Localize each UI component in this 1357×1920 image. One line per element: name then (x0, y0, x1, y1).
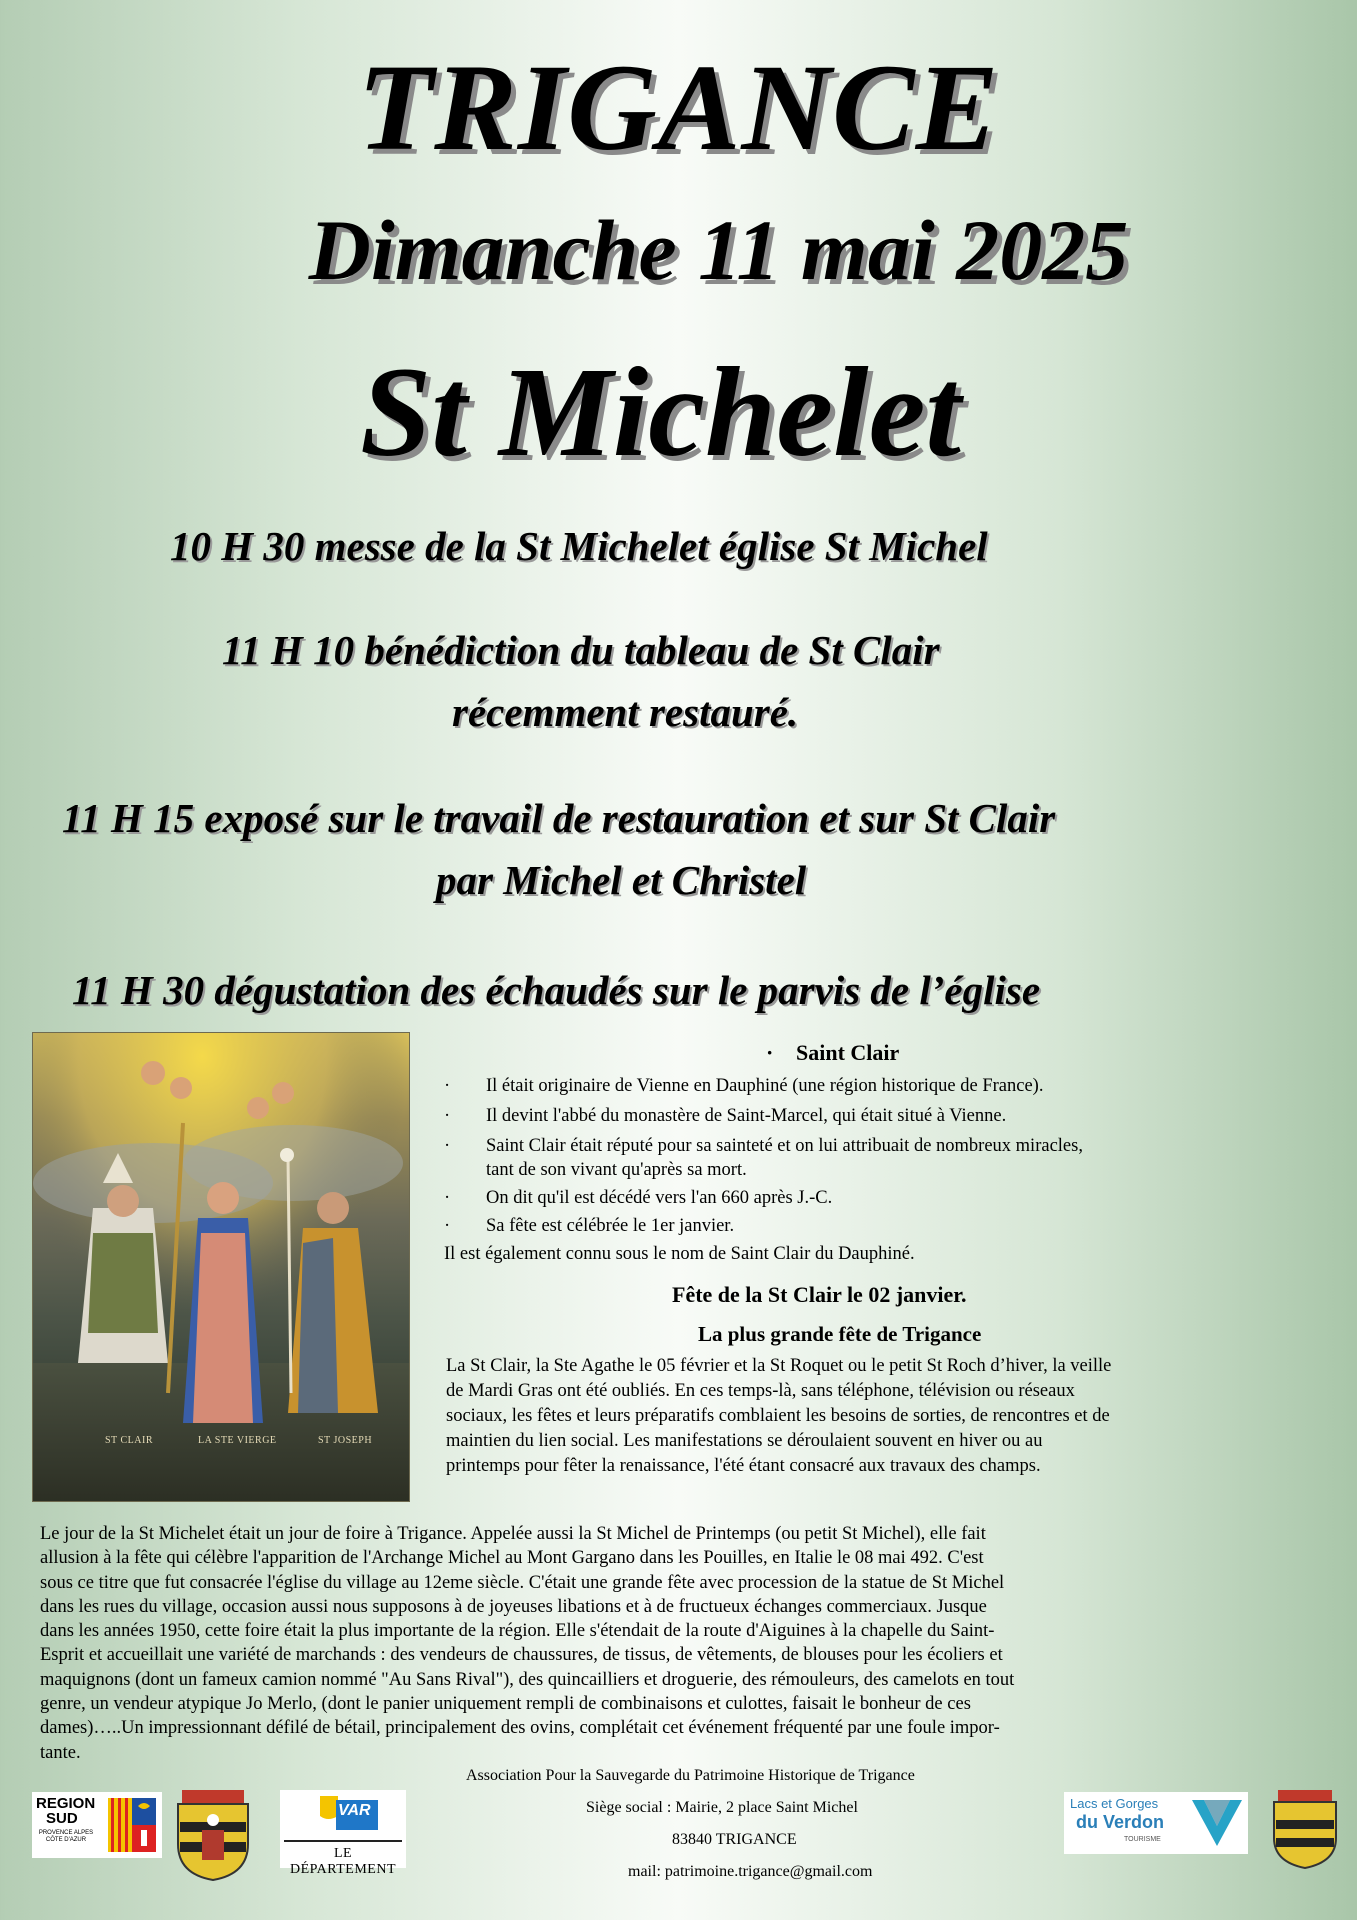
history-line: allusion à la fête qui célèbre l'apparition de l'Archange Michel au Mont Gargano dans les Pouilles, en Italie le 08 mai 492. C'est (40, 1548, 984, 1569)
crest-icon (172, 1790, 254, 1882)
bullet-text: On dit qu'il est décédé vers l'an 660 après J.-C. (486, 1188, 833, 1208)
bullet-dot: · (444, 1188, 451, 1208)
history-line: genre, un vendeur atypique Jo Merlo, (dont le panier uniquement rempli de combinaisons et culottes, faisait le bonheur de ces (40, 1694, 971, 1715)
crest-right-logo (1270, 1790, 1340, 1870)
painting-label-joseph: ST JOSEPH (318, 1435, 373, 1446)
painting-artwork (33, 1033, 409, 1501)
var-logo-text: VAR (338, 1802, 371, 1819)
region-logo-small: PROVENCE ALPES CÔTE D'AZUR (38, 1830, 94, 1843)
history-line: dames)…..Un impressionnant défilé de bétail, principalement des ovins, complétait cet événement fréquenté par une foule impor- (40, 1718, 1000, 1739)
saint-clair-painting (32, 1032, 410, 1502)
event-name: St Michelet (360, 341, 961, 483)
also-known-text: Il est également connu sous le nom de Saint Clair du Dauphiné. (444, 1244, 915, 1264)
feast-paragraph (446, 1354, 1328, 1479)
feast-subheading: La plus grande fête de Trigance (698, 1322, 982, 1346)
history-paragraph (40, 1522, 1312, 1765)
association-postcode: 83840 TRIGANCE (672, 1831, 797, 1848)
painting-label-st-clair: ST CLAIR (105, 1435, 153, 1446)
event-date: Dimanche 11 mai 2025 (308, 202, 1129, 298)
feast-line: printemps pour fêter la renaissance, l'été étant consacré aux travaux des champs. (446, 1456, 1041, 1476)
verdon-logo-line2: du Verdon (1076, 1812, 1165, 1832)
history-line: maquignons (dont un fameux camion nommé "Au Sans Rival"), des quincailliers et droguerie, des rémouleurs, des camelots en tout (40, 1669, 1015, 1690)
verdon-tourisme-logo (1064, 1792, 1248, 1854)
bullet-dot: · (444, 1076, 451, 1096)
feast-line: La St Clair, la Ste Agathe le 05 février et la St Roquet ou le petit St Roch d’hiver, la veille (446, 1356, 1112, 1376)
shield-crest-icon (1270, 1790, 1340, 1870)
history-line: sous ce titre que fut consacrée l'église du village au 12eme siècle. C'était une grande fête avec procession de la statue de St Michel (40, 1572, 1005, 1593)
bullet-text: tant de son vivant qu'après sa mort. (486, 1160, 747, 1180)
program-item-blessing-cont: récemment restauré. (452, 689, 799, 735)
region-flag-icon (108, 1798, 156, 1852)
feast-heading: Fête de la St Clair le 02 janvier. (672, 1282, 967, 1307)
bullet-text: Il devint l'abbé du monastère de Saint-Marcel, qui était situé à Vienne. (486, 1106, 1007, 1126)
feast-line: de Mardi Gras ont été oubliés. En ces temps-là, sans téléphone, télévision ou réseaux (446, 1381, 1075, 1401)
history-line: tante. (40, 1742, 81, 1763)
saint-clair-heading: Saint Clair (796, 1040, 900, 1065)
verdon-logo-line1: Lacs et Gorges (1070, 1796, 1159, 1811)
bullet-text: Il était originaire de Vienne en Dauphiné (une région historique de France). (486, 1076, 1044, 1096)
history-line: dans les rues du village, occasion aussi nous supposons à de joyeuses libations et à de fructueux échanges commerciaux. Jusque (40, 1596, 987, 1617)
region-logo-line1: REGION (36, 1795, 96, 1812)
bullet-text: Sa fête est célébrée le 1er janvier. (486, 1216, 735, 1236)
association-address: Siège social : Mairie, 2 place Saint Michel (586, 1799, 858, 1816)
region-logo-line2: SUD (46, 1810, 78, 1827)
heading-bullet: · (766, 1040, 774, 1065)
bullet-dot: · (444, 1136, 451, 1156)
region-sud-logo (32, 1792, 162, 1858)
program-item-tasting: 11 H 30 dégustation des échaudés sur le parvis de l’église (72, 967, 1041, 1013)
program-item-mass: 10 H 30 messe de la St Michelet église St Michel (170, 523, 988, 569)
history-line: dans les années 1950, cette foire était la plus importante de la région. Elle s'étendait de la route d'Aiguines à la chapelle du Saint- (40, 1621, 995, 1642)
feast-line: maintien du lien social. Les manifestations se déroulaient souvent en hiver ou au (446, 1431, 1043, 1451)
bullet-text: Saint Clair était réputé pour sa sainteté et on lui attribuait de nombreux miracles, (486, 1136, 1083, 1156)
departement-text: LE DÉPARTEMENT (284, 1840, 402, 1878)
program-item-talk-cont: par Michel et Christel (436, 857, 807, 903)
bullet-dot: · (444, 1216, 451, 1236)
trigance-crest-logo (172, 1790, 254, 1882)
bullet-dot: · (444, 1106, 451, 1126)
feast-line: sociaux, les fêtes et leurs préparatifs comblaient les besoins de sorties, de rencontres et de (446, 1406, 1110, 1426)
history-line: Esprit et accueillait une variété de marchands : des vendeurs de chaussures, de tissus, de vêtements, de blouses pour les écoliers et (40, 1645, 1003, 1666)
painting-label-virgin: LA STE VIERGE (198, 1435, 277, 1446)
var-departement-logo (280, 1790, 406, 1877)
verdon-v-icon (1190, 1796, 1244, 1850)
association-name: Association Pour la Sauvegarde du Patrimoine Historique de Trigance (466, 1767, 915, 1784)
verdon-logo-small: TOURISME (1124, 1836, 1161, 1843)
town-title: TRIGANCE (357, 39, 1000, 176)
association-email: mail: patrimoine.trigance@gmail.com (628, 1863, 873, 1880)
history-line: Le jour de la St Michelet était un jour de foire à Trigance. Appelée aussi la St Michel de Printemps (ou petit St Michel), elle fait (40, 1524, 986, 1544)
program-item-blessing: 11 H 10 bénédiction du tableau de St Clair (222, 627, 940, 673)
program-item-talk: 11 H 15 exposé sur le travail de restauration et sur St Clair (62, 795, 1056, 841)
